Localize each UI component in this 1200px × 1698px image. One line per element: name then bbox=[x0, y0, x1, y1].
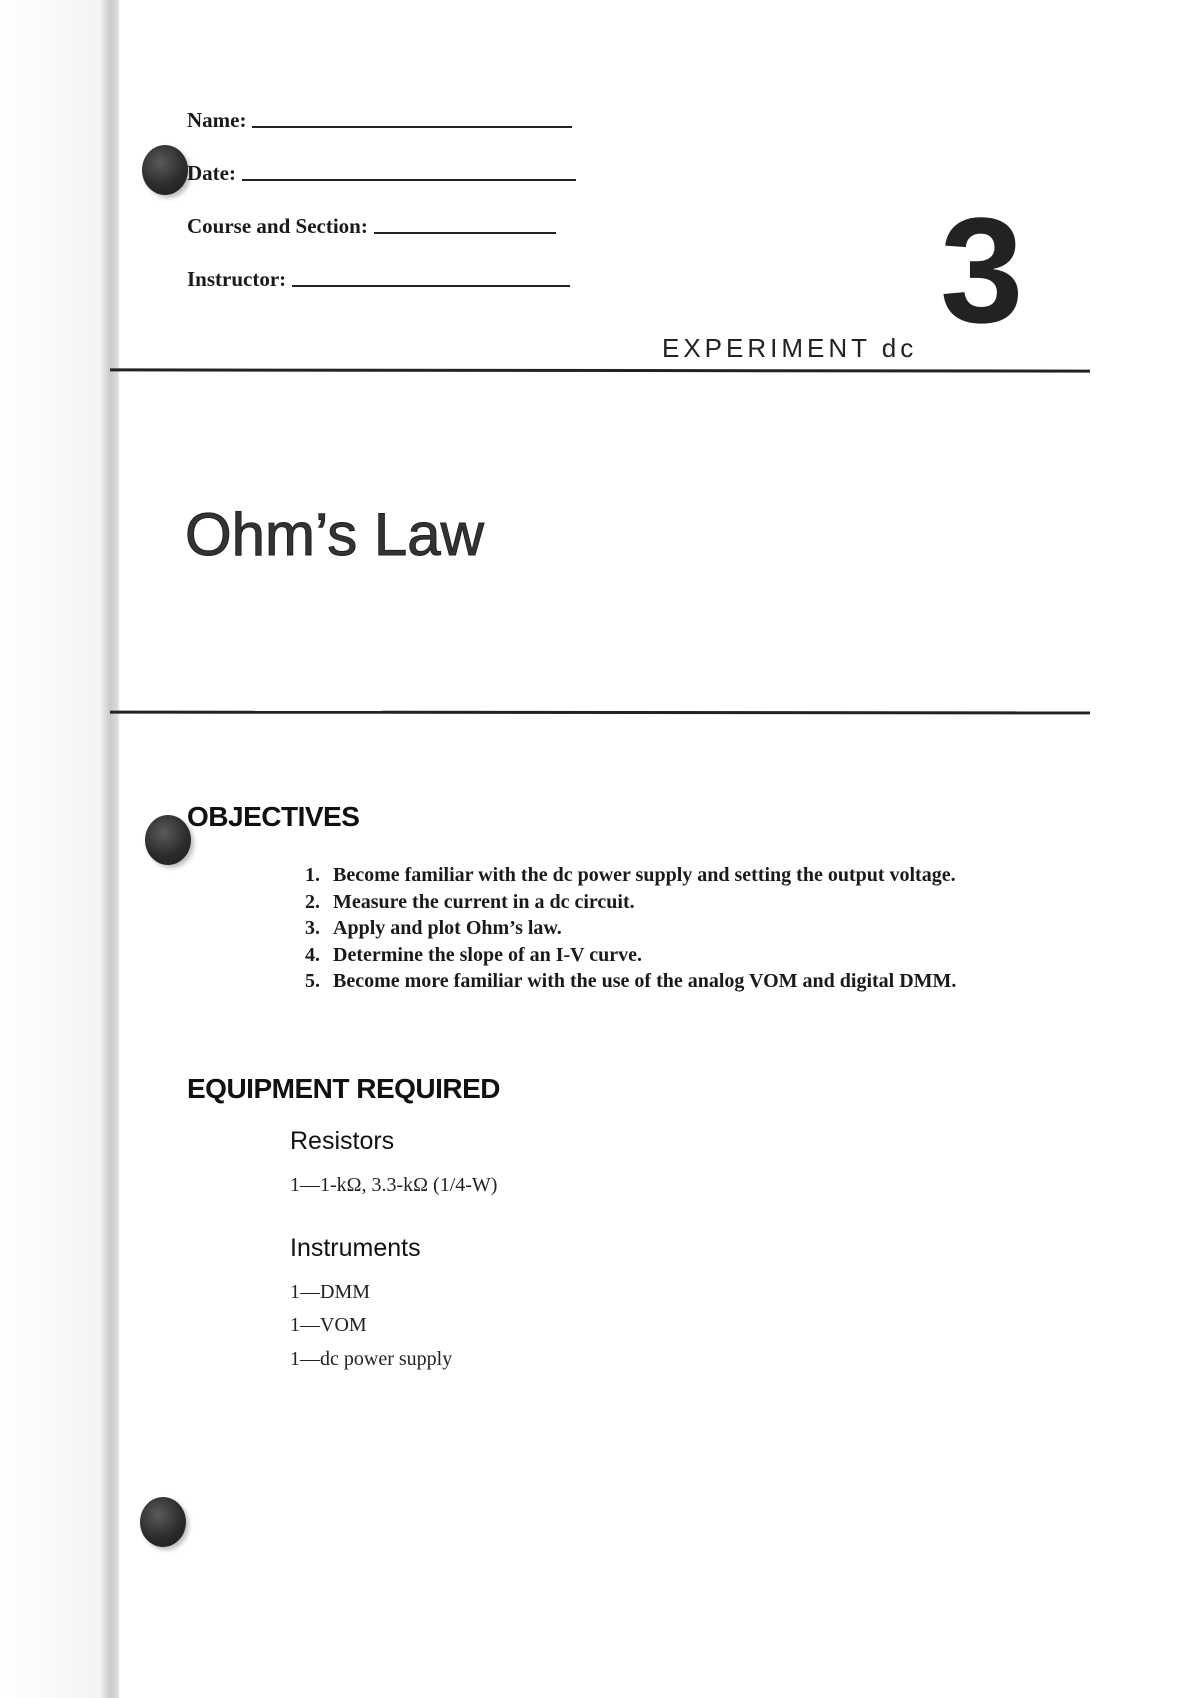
objective-item: 3. Apply and plot Ohm’s law. bbox=[305, 917, 562, 939]
course-section-field[interactable] bbox=[187, 214, 556, 239]
page-binding-shadow bbox=[0, 0, 120, 1698]
punch-hole-top bbox=[142, 145, 188, 195]
name-blank-line[interactable] bbox=[252, 124, 572, 128]
page-title: Ohm’s Law bbox=[185, 501, 485, 568]
resistors-heading: Resistors bbox=[290, 1127, 395, 1155]
experiment-label: EXPERIMENT dc bbox=[662, 333, 918, 363]
equipment-heading: EQUIPMENT REQUIRED bbox=[187, 1073, 501, 1104]
experiment-number: 3 bbox=[940, 186, 1024, 354]
course-section-label: Course and Section: bbox=[187, 214, 368, 238]
instrument-item: 1—DMM bbox=[290, 1281, 371, 1303]
name-label: Name: bbox=[187, 108, 247, 132]
objective-item: 2. Measure the current in a dc circuit. bbox=[305, 890, 635, 913]
instruments-heading: Instruments bbox=[290, 1234, 421, 1262]
objective-item: 1. Become familiar with the dc power supply and setting the output voltage. bbox=[305, 864, 956, 886]
objective-item: 4. Determine the slope of an I-V curve. bbox=[305, 943, 643, 966]
punch-hole-middle bbox=[145, 815, 191, 865]
resistors-item: 1—1-kΩ, 3.3-kΩ (1/4-W) bbox=[290, 1174, 498, 1196]
objective-item: 5. Become more familiar with the use of the analog VOM and digital DMM. bbox=[305, 970, 957, 992]
objectives-list bbox=[305, 862, 956, 995]
date-label: Date: bbox=[187, 161, 236, 185]
title-divider bbox=[110, 711, 1090, 715]
objectives-heading: OBJECTIVES bbox=[187, 801, 360, 832]
course-section-blank-line[interactable] bbox=[374, 230, 556, 234]
instructor-blank-line[interactable] bbox=[292, 283, 570, 287]
name-field[interactable] bbox=[187, 108, 572, 133]
instrument-item: 1—VOM bbox=[290, 1314, 367, 1336]
instructor-label: Instructor: bbox=[187, 267, 287, 291]
header-divider bbox=[110, 368, 1090, 372]
date-field[interactable] bbox=[187, 161, 576, 186]
instructor-field[interactable] bbox=[187, 267, 570, 292]
instrument-item: 1—dc power supply bbox=[290, 1348, 453, 1370]
punch-hole-bottom bbox=[140, 1497, 186, 1547]
date-blank-line[interactable] bbox=[242, 177, 576, 181]
